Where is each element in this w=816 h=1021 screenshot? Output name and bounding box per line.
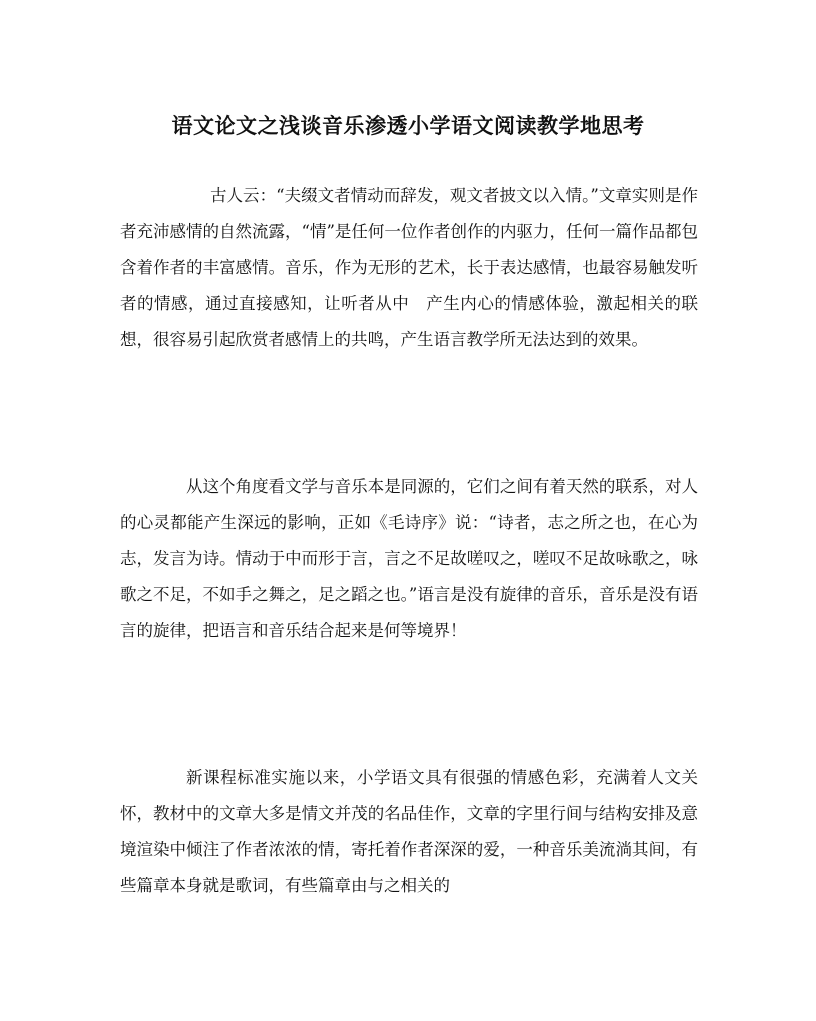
paragraph-2: 从这个角度看文学与音乐本是同源的，它们之间有着天然的联系，对人的心灵都能产生深远的影响，正如《毛诗序》说：“诗者，志之所之也，在心为志，发言为诗。情动于中而形于言，言之不足故嗟叹之，嗟叹不足故咏歌之，咏歌之不足，不如手之舞之，足之蹈之也。”语言是没有旋律的音乐，音乐是没有语言的旋律，把语言和音乐结合起来是何等境界！ — [120, 477, 698, 640]
paragraph-3: 新课程标准实施以来，小学语文具有很强的情感色彩，充满着人文关怀，教材中的文章大多是情文并茂的名品佳作，文章的字里行间与结构安排及意境渲染中倾注了作者浓浓的情，寄托着作者深深的爱，一种音乐美流淌其间，有些篇章本身就是歌词，有些篇章由与之相关的 — [120, 768, 698, 895]
paragraph-1: 古人云：“夫缀文者情动而辞发，观文者披文以入情。”文章实则是作者充沛感情的自然流露，“情”是任何一位作者创作的内驱力，任何一篇作品都包含着作者的丰富感情。音乐，作为无形的艺术，长于表达感情，也最容易触发听者的情感，通过直接感知，让听者从中 产生内心的情感体验，激起相关的联想，很容易引起欣赏者感情上的共鸣，产生语言教学所无法达到的效果。 — [120, 186, 698, 349]
document-title: 语文论文之浅谈音乐渗透小学语文阅读教学地思考 — [171, 113, 645, 138]
